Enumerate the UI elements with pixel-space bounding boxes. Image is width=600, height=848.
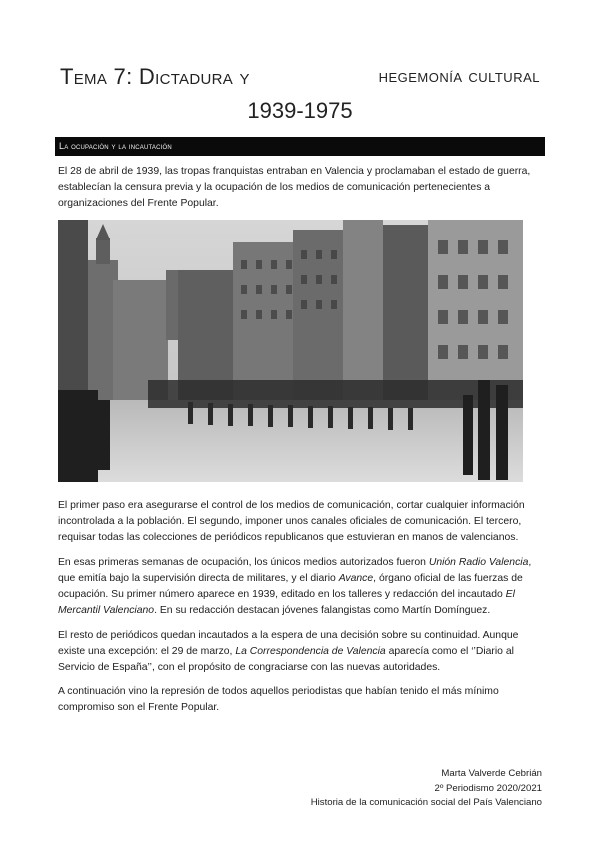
footer-author: Marta Valverde Cebrián (441, 768, 542, 779)
footer-course: 2º Periodismo 2020/2021 (434, 782, 542, 794)
p3-avance: Avance (338, 573, 374, 584)
p3-union-radio: Unión Radio Valencia (428, 557, 529, 568)
p3-text-a: En esas primeras semanas de ocupación, los únicos medios autorizados fueron (58, 557, 429, 568)
footer-subject: Historia de la comunicación social del País Valenciano (310, 797, 542, 808)
p4-text-b: aparecía como el ‘’Diario al Servicio de España’’, con el propósito de congraciarse con las nuevas autoridades. (58, 646, 514, 673)
p4-correspondencia: La Correspondencia de Valencia (235, 646, 386, 657)
p3-text-c: , órgano oficial de las fuerzas de ocupación. Su primer número aparece en 1939, editado en los talleres y redacción del incautado (58, 573, 523, 600)
paragraph-first-step: El primer paso era asegurarse el control de los medios de comunicación, cortar cualquier información incontrolada a la población. El segundo, imponer unos canales oficiales de comunicación. El tercero, requisar todas las colecciones de periódicos republicanos que estuvieran en manos de valencianos. (58, 500, 525, 543)
document-title (60, 64, 540, 90)
historical-photo (58, 220, 523, 482)
document-footer (311, 767, 542, 811)
p4-text-a: El resto de periódicos quedan incautados a la espera de una decisión sobre su continuidad. Aunque existe una excepción: el 29 de marzo, (58, 630, 519, 657)
paragraph-intro: El 28 de abril de 1939, las tropas franquistas entraban en Valencia y proclamaban el estado de guerra, establecían la censura previa y la ocupación de los medios de comunicación pertenecientes a organizaciones del Frente Popular. (58, 166, 531, 209)
title-right: hegemonía cultural (378, 66, 540, 87)
title-years: 1939-1975 (247, 98, 353, 123)
p3-text-d: . En su redacción destacan jóvenes falangistas como Martín Domínguez. (154, 605, 491, 616)
parade-photo-image (58, 220, 523, 482)
p3-mercantil: El Mercantil Valenciano (58, 589, 515, 616)
p3-text-b: , que emitía bajo la supervisión directa de militares, y el diario (58, 557, 532, 584)
section-heading: La ocupación y la incautación (55, 137, 545, 156)
title-left: Tema 7: Dictadura y (60, 64, 250, 89)
paragraph-authorized-media (58, 555, 546, 619)
paragraph-repression: A continuación vino la represión de todos aquellos periodistas que habían tenido el más mínimo compromiso son el Frente Popular. (58, 686, 499, 713)
paragraph-seized-newspapers (58, 628, 546, 676)
